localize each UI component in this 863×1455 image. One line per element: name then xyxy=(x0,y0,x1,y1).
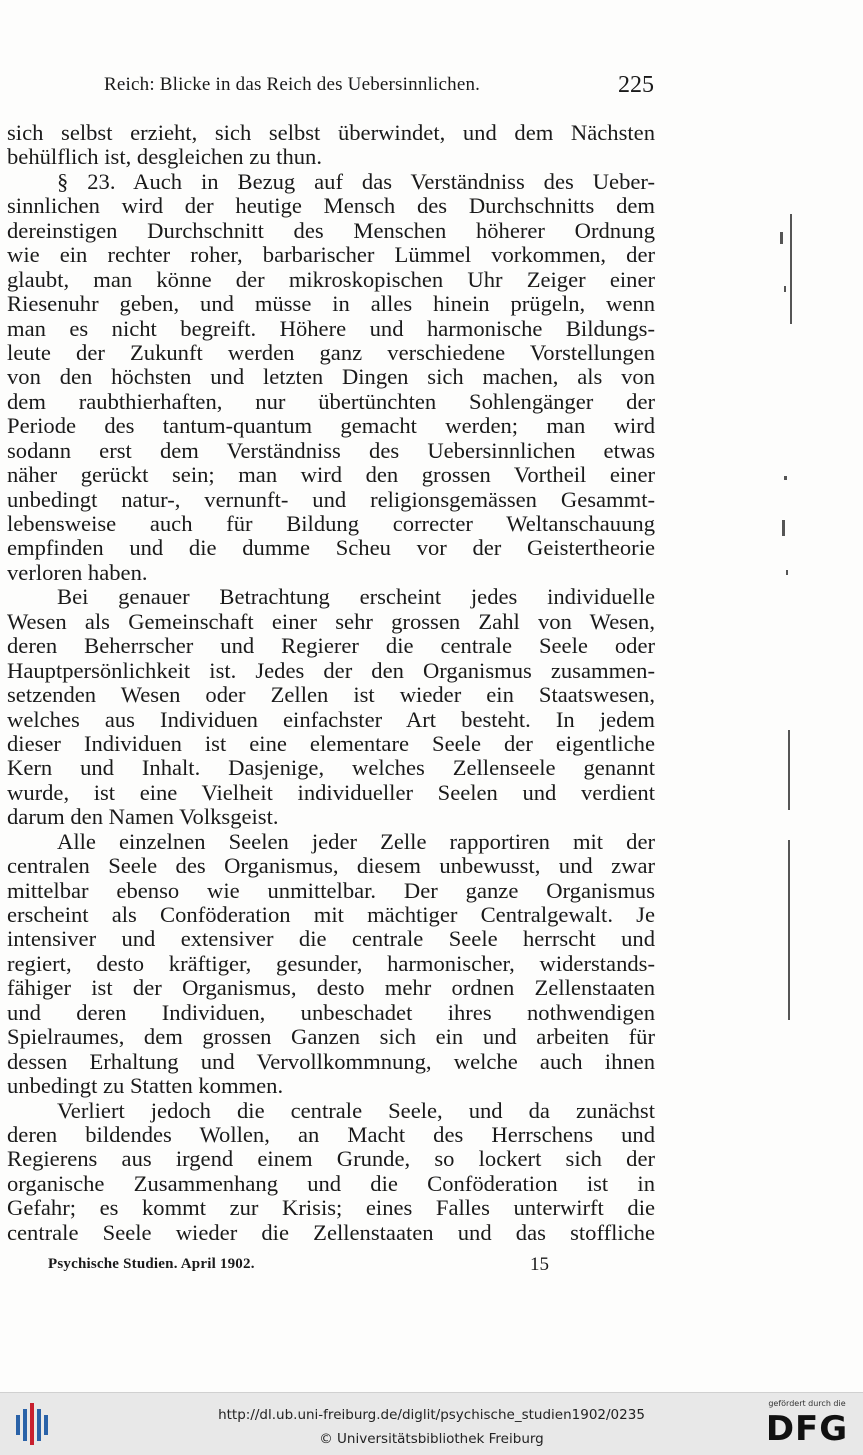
text-line: sinnlichen wird der heutige Mensch des Durchschnitts dem xyxy=(7,193,655,219)
text-line: darum den Namen Volksgeist. xyxy=(7,804,279,830)
text-line: dereinstigen Durchschnitt des Menschen höherer Ordnung xyxy=(7,217,655,243)
text-line: Alle einzelnen Seelen jeder Zelle rapportiren mit der xyxy=(57,828,655,854)
journal-info: Psychische Studien. April 1902. xyxy=(48,1256,255,1272)
margin-marks xyxy=(776,140,806,1040)
text-line: sodann erst dem Verständniss des Uebersinnlichen etwas xyxy=(7,437,655,463)
text-line: sich selbst erzieht, sich selbst überwindet, und dem Nächsten xyxy=(7,120,655,145)
running-title: Reich: Blicke in das Reich des Uebersinnlichen. xyxy=(104,74,481,95)
sheet-signature: 15 xyxy=(530,1254,549,1275)
text-line: mittelbar ebenso wie unmittelbar. Der ganze Organismus xyxy=(7,877,655,903)
running-head xyxy=(0,70,863,104)
text-line: erscheint als Conföderation mit mächtiger Centralgewalt. Je xyxy=(7,902,655,927)
text-line: Riesenuhr geben, und müsse in alles hinein prügeln, wenn xyxy=(7,291,655,317)
text-line: unbedingt zu Statten kommen. xyxy=(7,1073,284,1099)
text-line: man es nicht begreift. Höhere und harmonische Bildungs- xyxy=(7,315,655,341)
text-line: unbedingt natur-, vernunft- und religionsgemässen Gesammt- xyxy=(7,486,655,512)
text-line: deren Beherrscher und Regierer die centrale Seele oder xyxy=(7,633,655,659)
text-line: dessen Erhaltung und Vervollkommnung, welche auch ihnen xyxy=(7,1048,655,1074)
page-number: 225 xyxy=(618,72,654,98)
text-line: näher gerückt sein; man wird den grossen Vortheil einer xyxy=(7,462,655,488)
text-line: § 23. Auch in Bezug auf das Verständniss des Ueber- xyxy=(57,168,655,194)
text-line: leute der Zukunft werden ganz verschiedene Vorstellungen xyxy=(7,339,655,365)
text-line: deren bildendes Wollen, an Macht des Herrschens und xyxy=(7,1121,655,1147)
text-line: Spielraumes, dem grossen Ganzen sich ein und arbeiten für xyxy=(7,1024,655,1050)
text-line: von den höchsten und letzten Dingen sich machen, als von xyxy=(7,364,655,390)
text-line: dieser Individuen ist eine elementare Seele der eigentliche xyxy=(7,730,655,756)
text-line: glaubt, man könne der mikroskopischen Uhr Zeiger einer xyxy=(7,266,655,292)
text-line: welches aus Individuen einfachster Art besteht. In jedem xyxy=(7,706,655,732)
dfg-logo-text: DFG xyxy=(765,1409,849,1449)
dfg-logo[interactable] xyxy=(759,1399,855,1451)
text-line: wurde, ist eine Vielheit individueller Seelen und verdient xyxy=(7,779,655,805)
text-line: regiert, desto kräftiger, gesunder, harmonischer, widerstands- xyxy=(7,950,655,976)
body-text xyxy=(7,121,655,1245)
text-line: centrale Seele wieder die Zellenstaaten und das stoffliche xyxy=(7,1219,655,1245)
text-line: Verliert jedoch die centrale Seele, und da zunächst xyxy=(57,1097,655,1123)
text-line: Periode des tantum-quantum gemacht werden; man wird xyxy=(7,413,655,439)
text-line: lebensweise auch für Bildung correcter Weltanschauung xyxy=(7,511,655,536)
copyright-notice: © Universitätsbibliothek Freiburg xyxy=(319,1431,544,1447)
text-line: Bei genauer Betrachtung erscheint jedes individuelle xyxy=(57,584,655,610)
text-line: setzenden Wesen oder Zellen ist wieder ein Staatswesen, xyxy=(7,682,655,708)
text-line: organische Zusammenhang und die Conföderation ist in xyxy=(7,1170,655,1196)
text-line: behülflich ist, desgleichen zu thun. xyxy=(7,144,322,170)
text-line: intensiver und extensiver die centrale Seele herrscht und xyxy=(7,926,655,952)
text-line: und deren Individuen, unbeschadet ihres nothwendigen xyxy=(7,999,655,1025)
text-line: wie ein rechter roher, barbarischer Lümmel vorkommen, der xyxy=(7,242,655,268)
text-line: Gefahr; es kommt zur Krisis; eines Falles unterwirft die xyxy=(7,1195,655,1221)
text-line: Wesen als Gemeinschaft einer sehr grossen Zahl von Wesen, xyxy=(7,608,655,634)
text-line: Regierens aus irgend einem Grunde, so lockert sich der xyxy=(7,1146,655,1172)
dfg-caption: gefördert durch die xyxy=(768,1399,846,1408)
text-line: dem raubthierhaften, nur übertünchten Sohlengänger der xyxy=(7,388,655,414)
page-footer xyxy=(0,1254,863,1278)
text-line: centralen Seele des Organismus, diesem unbewusst, und zwar xyxy=(7,853,655,879)
text-line: fähiger ist der Organismus, desto mehr ordnen Zellenstaaten xyxy=(7,975,655,1001)
text-line: verloren haben. xyxy=(7,559,148,585)
viewer-bar xyxy=(0,1392,863,1455)
text-line: empfinden und die dumme Scheu vor der Geistertheorie xyxy=(7,535,655,561)
text-line: Hauptpersönlichkeit ist. Jedes der den Organismus zusammen- xyxy=(7,657,655,683)
text-line: Kern und Inhalt. Dasjenige, welches Zellenseele genannt xyxy=(7,755,655,781)
source-url[interactable]: http://dl.ub.uni-freiburg.de/diglit/psychische_studien1902/0235 xyxy=(218,1407,645,1423)
